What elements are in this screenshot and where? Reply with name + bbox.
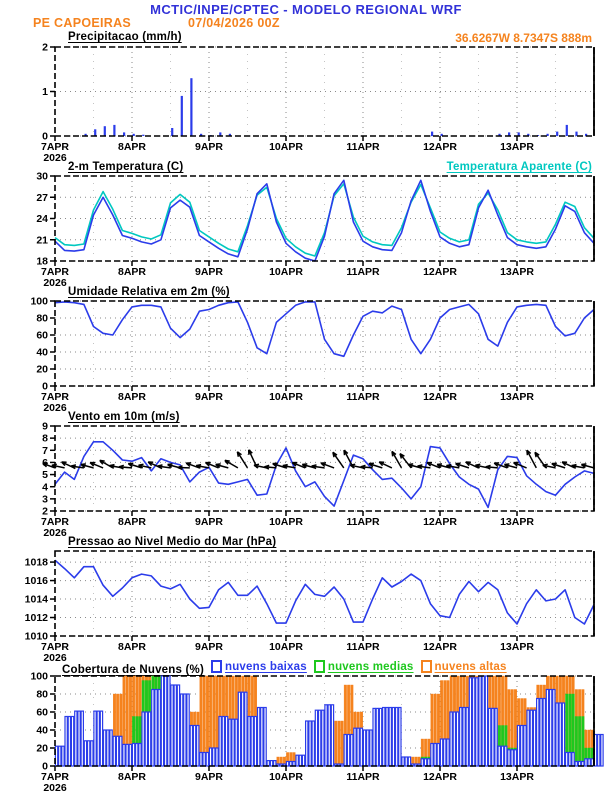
x-tick-label: 10APR <box>269 771 303 783</box>
y-tick-label: 0 <box>42 130 48 143</box>
x-tick-label: 10APR <box>269 516 303 528</box>
x-tick-label: 8APR <box>117 641 147 653</box>
y-tick-label: 21 <box>36 234 48 247</box>
y-tick-label: 80 <box>36 312 48 325</box>
x-tick-label: 10APR <box>269 266 303 278</box>
x-tick-label: 7APR <box>40 516 70 528</box>
y-tick-label: 0 <box>42 380 48 393</box>
panel-humidity-plot <box>30 296 594 414</box>
x-tick-label: 8APR <box>117 516 147 528</box>
x-tick-label: 9APR <box>194 266 224 278</box>
x-tick-label: 13APR <box>500 391 534 403</box>
legend-nuvens-medias: nuvens medias <box>327 660 414 673</box>
y-tick-label: 100 <box>30 670 48 683</box>
y-tick-label: 5 <box>42 469 48 482</box>
y-tick-label: 100 <box>30 295 48 308</box>
y-tick-label: 7 <box>42 444 48 457</box>
x-tick-label: 11APR <box>346 771 380 783</box>
x-tick-year-label: 2026 <box>43 782 67 792</box>
x-tick-label: 13APR <box>500 141 534 153</box>
y-tick-label: 80 <box>36 688 48 701</box>
panel-title-cloud-cover: Cobertura de Nuvens (%) <box>62 664 204 676</box>
x-tick-label: 11APR <box>346 141 380 153</box>
y-tick-label: 20 <box>36 363 48 376</box>
x-tick-label: 13APR <box>500 266 534 278</box>
legend-nuvens-altas: nuvens altas <box>434 660 507 673</box>
x-tick-label: 12APR <box>423 141 457 153</box>
y-tick-label: 27 <box>36 191 48 204</box>
x-tick-label: 7APR <box>40 141 70 153</box>
y-tick-label: 40 <box>36 346 48 359</box>
panel-wind-plot <box>41 421 594 539</box>
y-tick-label: 1018 <box>24 556 48 569</box>
y-tick-label: 40 <box>36 724 48 737</box>
x-tick-label: 10APR <box>269 391 303 403</box>
x-tick-label: 12APR <box>423 641 457 653</box>
y-tick-label: 9 <box>42 420 48 433</box>
x-tick-label: 7APR <box>40 266 70 278</box>
x-tick-label: 9APR <box>194 771 224 783</box>
x-tick-label: 7APR <box>40 391 70 403</box>
x-tick-label: 8APR <box>117 266 147 278</box>
station-name: PE CAPOEIRAS <box>33 16 132 30</box>
y-tick-label: 24 <box>36 213 48 226</box>
panel-temperature-plot <box>36 171 594 289</box>
x-tick-label: 13APR <box>500 641 534 653</box>
y-tick-label: 60 <box>36 329 48 342</box>
panel-title-precipitation: Precipitacao (mm/h) <box>68 31 182 43</box>
legend-temperatura-aparente: Temperatura Aparente (C) <box>446 161 592 173</box>
x-tick-year-label: 2026 <box>43 277 67 289</box>
y-tick-label: 1016 <box>24 575 48 588</box>
y-tick-label: 18 <box>36 255 48 268</box>
panel-title-humidity: Umidade Relativa em 2m (%) <box>68 286 230 298</box>
y-tick-label: 20 <box>36 742 48 755</box>
x-tick-label: 12APR <box>423 516 457 528</box>
x-tick-label: 11APR <box>346 391 380 403</box>
x-tick-label: 9APR <box>194 641 224 653</box>
x-tick-year-label: 2026 <box>43 402 67 414</box>
y-tick-label: 60 <box>36 706 48 719</box>
panel-title-temperature: 2-m Temperatura (C) <box>68 161 184 173</box>
x-tick-year-label: 2026 <box>43 152 67 164</box>
legend-nuvens-baixas: nuvens baixas <box>224 660 307 673</box>
location-coordinates: 36.6267W 8.7347S 888m <box>455 31 592 45</box>
y-tick-label: 0 <box>42 760 48 773</box>
y-tick-label: 1010 <box>24 630 48 643</box>
y-tick-label: 6 <box>42 457 48 469</box>
panel-pressure-plot <box>25 551 594 664</box>
y-tick-label: 1 <box>42 86 48 99</box>
x-tick-label: 8APR <box>117 771 147 783</box>
y-tick-label: 3 <box>42 493 48 506</box>
x-tick-label: 12APR <box>423 391 457 403</box>
x-tick-label: 13APR <box>500 771 534 783</box>
x-tick-label: 8APR <box>117 391 147 403</box>
x-tick-label: 13APR <box>500 516 534 528</box>
panel-precipitation-plot <box>41 42 594 164</box>
x-tick-label: 9APR <box>194 516 224 528</box>
panel-title-wind: Vento em 10m (m/s) <box>68 411 180 423</box>
x-tick-label: 7APR <box>40 641 70 653</box>
x-tick-label: 9APR <box>194 141 224 153</box>
y-tick-label: 1014 <box>24 593 48 606</box>
page-title: MCTIC/INPE/CPTEC - MODELO REGIONAL WRF <box>150 2 462 17</box>
x-tick-label: 9APR <box>194 391 224 403</box>
y-tick-label: 30 <box>36 170 48 183</box>
x-tick-label: 10APR <box>269 641 303 653</box>
y-tick-label: 2 <box>42 41 48 54</box>
x-tick-label: 12APR <box>423 266 457 278</box>
panel-cloud-cover-plot <box>30 671 603 792</box>
x-tick-year-label: 2026 <box>43 652 67 664</box>
y-tick-label: 8 <box>42 432 48 445</box>
x-tick-label: 12APR <box>423 771 457 783</box>
run-datetime: 07/04/2026 00Z <box>188 16 280 30</box>
x-tick-label: 11APR <box>346 266 380 278</box>
panel-title-pressure: Pressao ao Nivel Medio do Mar (hPa) <box>68 536 277 548</box>
y-tick-label: 2 <box>42 505 48 518</box>
x-tick-year-label: 2026 <box>43 527 67 539</box>
y-tick-label: 1012 <box>24 612 48 625</box>
x-tick-label: 10APR <box>269 141 303 153</box>
x-tick-label: 7APR <box>40 771 70 783</box>
x-tick-label: 8APR <box>117 141 147 153</box>
y-tick-label: 4 <box>42 481 48 494</box>
x-tick-label: 11APR <box>346 516 380 528</box>
x-tick-label: 11APR <box>346 641 380 653</box>
